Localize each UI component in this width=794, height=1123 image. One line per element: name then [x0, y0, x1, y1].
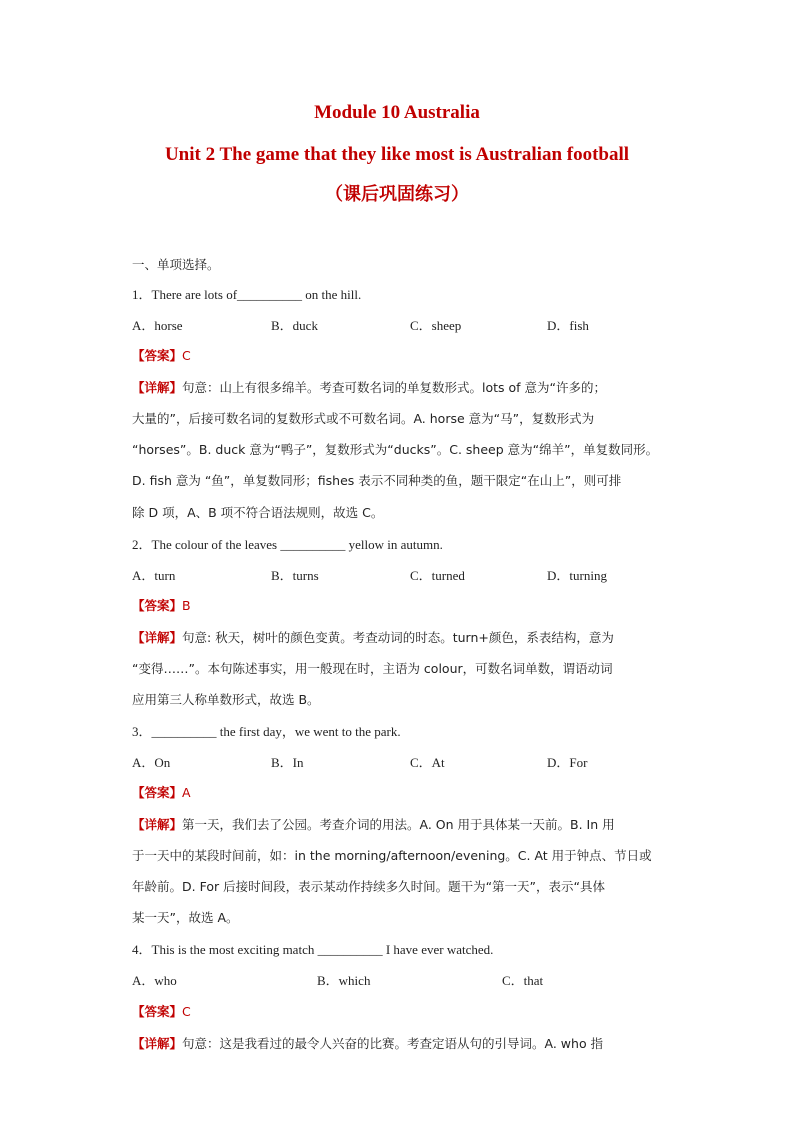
- detail-line: 除 D 项，A、B 项不符合语法规则，故选 C。: [132, 505, 384, 520]
- answer-line: [132, 1003, 191, 1021]
- option-a: A．who: [132, 973, 177, 988]
- detail-line: [132, 816, 615, 834]
- detail-line: 年龄前。D. For 后接时间段，表示某动作持续多久时间。题干为“第一天”，表示“具体: [132, 879, 606, 894]
- option-d: D．fish: [547, 318, 589, 333]
- question-stem: 1．There are lots of__________ on the hill.: [132, 287, 362, 302]
- answer-label: 【答案】: [132, 598, 183, 613]
- detail-text: 句意：山上有很多绵羊。考查可数名词的单复数形式。lots of 意为“许多的；: [182, 380, 607, 395]
- detail-text: 句意：这是我看过的最令人兴奋的比赛。考查定语从句的引导词。A. who 指: [182, 1036, 604, 1051]
- detail-label: 【详解】: [132, 817, 183, 832]
- option-a: A．horse: [132, 318, 183, 333]
- detail-text: 句意: 秋天，树叶的颜色变黄。考查动词的时态。turn+颜色，系表结构，意为: [182, 630, 614, 645]
- unit-title: Unit 2 The game that they like most is Australian football: [164, 144, 630, 165]
- exercise-subtitle: （课后巩固练习）: [325, 184, 469, 205]
- question-stem: 3．__________ the first day，we went to the park.: [132, 724, 401, 739]
- answer-value: C: [182, 348, 191, 363]
- detail-line: [132, 629, 614, 647]
- option-c: C．sheep: [410, 318, 462, 333]
- option-c: C．that: [502, 973, 544, 988]
- option-b: B．which: [317, 973, 371, 988]
- detail-line: 某一天”，故选 A。: [132, 910, 239, 925]
- answer-label: 【答案】: [132, 785, 183, 800]
- option-a: A．On: [132, 755, 171, 770]
- option-d: D．turning: [547, 568, 607, 583]
- detail-line: 大量的”，后接可数名词的复数形式或不可数名词。A. horse 意为“马”，复数形式为: [132, 411, 595, 426]
- detail-line: “horses”。B. duck 意为“鸭子”，复数形式为“ducks”。C. sheep 意为“绵羊”，单复数同形。: [132, 442, 659, 457]
- detail-label: 【详解】: [132, 630, 183, 645]
- question-stem: 2．The colour of the leaves __________ yellow in autumn.: [132, 537, 443, 552]
- option-b: B．duck: [271, 318, 318, 333]
- answer-line: [132, 784, 191, 802]
- answer-line: [132, 597, 191, 615]
- answer-value: A: [182, 785, 191, 800]
- option-c: C．turned: [410, 568, 465, 583]
- detail-line: [132, 379, 606, 397]
- detail-line: 于一天中的某段时间前，如：in the morning/afternoon/evening。C. At 用于钟点、节日或: [132, 848, 652, 863]
- option-a: A．turn: [132, 568, 176, 583]
- answer-line: [132, 347, 191, 365]
- detail-line: “变得……”。本句陈述事实，用一般现在时，主语为 colour，可数名词单数，谓语动词: [132, 661, 613, 676]
- detail-label: 【详解】: [132, 380, 183, 395]
- option-b: B．turns: [271, 568, 319, 583]
- option-c: C．At: [410, 755, 445, 770]
- section-heading: 一、单项选择。: [132, 257, 220, 272]
- detail-label: 【详解】: [132, 1036, 183, 1051]
- question-stem: 4．This is the most exciting match __________ I have ever watched.: [132, 942, 494, 957]
- option-b: B．In: [271, 755, 304, 770]
- option-d: D．For: [547, 755, 588, 770]
- detail-line: [132, 1035, 603, 1053]
- answer-value: C: [182, 1004, 191, 1019]
- answer-value: B: [182, 598, 191, 613]
- module-title: Module 10 Australia: [314, 102, 480, 123]
- detail-line: 应用第三人称单数形式，故选 B。: [132, 692, 320, 707]
- detail-text: 第一天，我们去了公园。考查介词的用法。A. On 用于具体某一天前。B. In 用: [182, 817, 615, 832]
- answer-label: 【答案】: [132, 1004, 183, 1019]
- answer-label: 【答案】: [132, 348, 183, 363]
- detail-line: D. fish 意为 “鱼”，单复数同形；fishes 表示不同种类的鱼，题干限定“在山上”，则可排: [132, 473, 622, 488]
